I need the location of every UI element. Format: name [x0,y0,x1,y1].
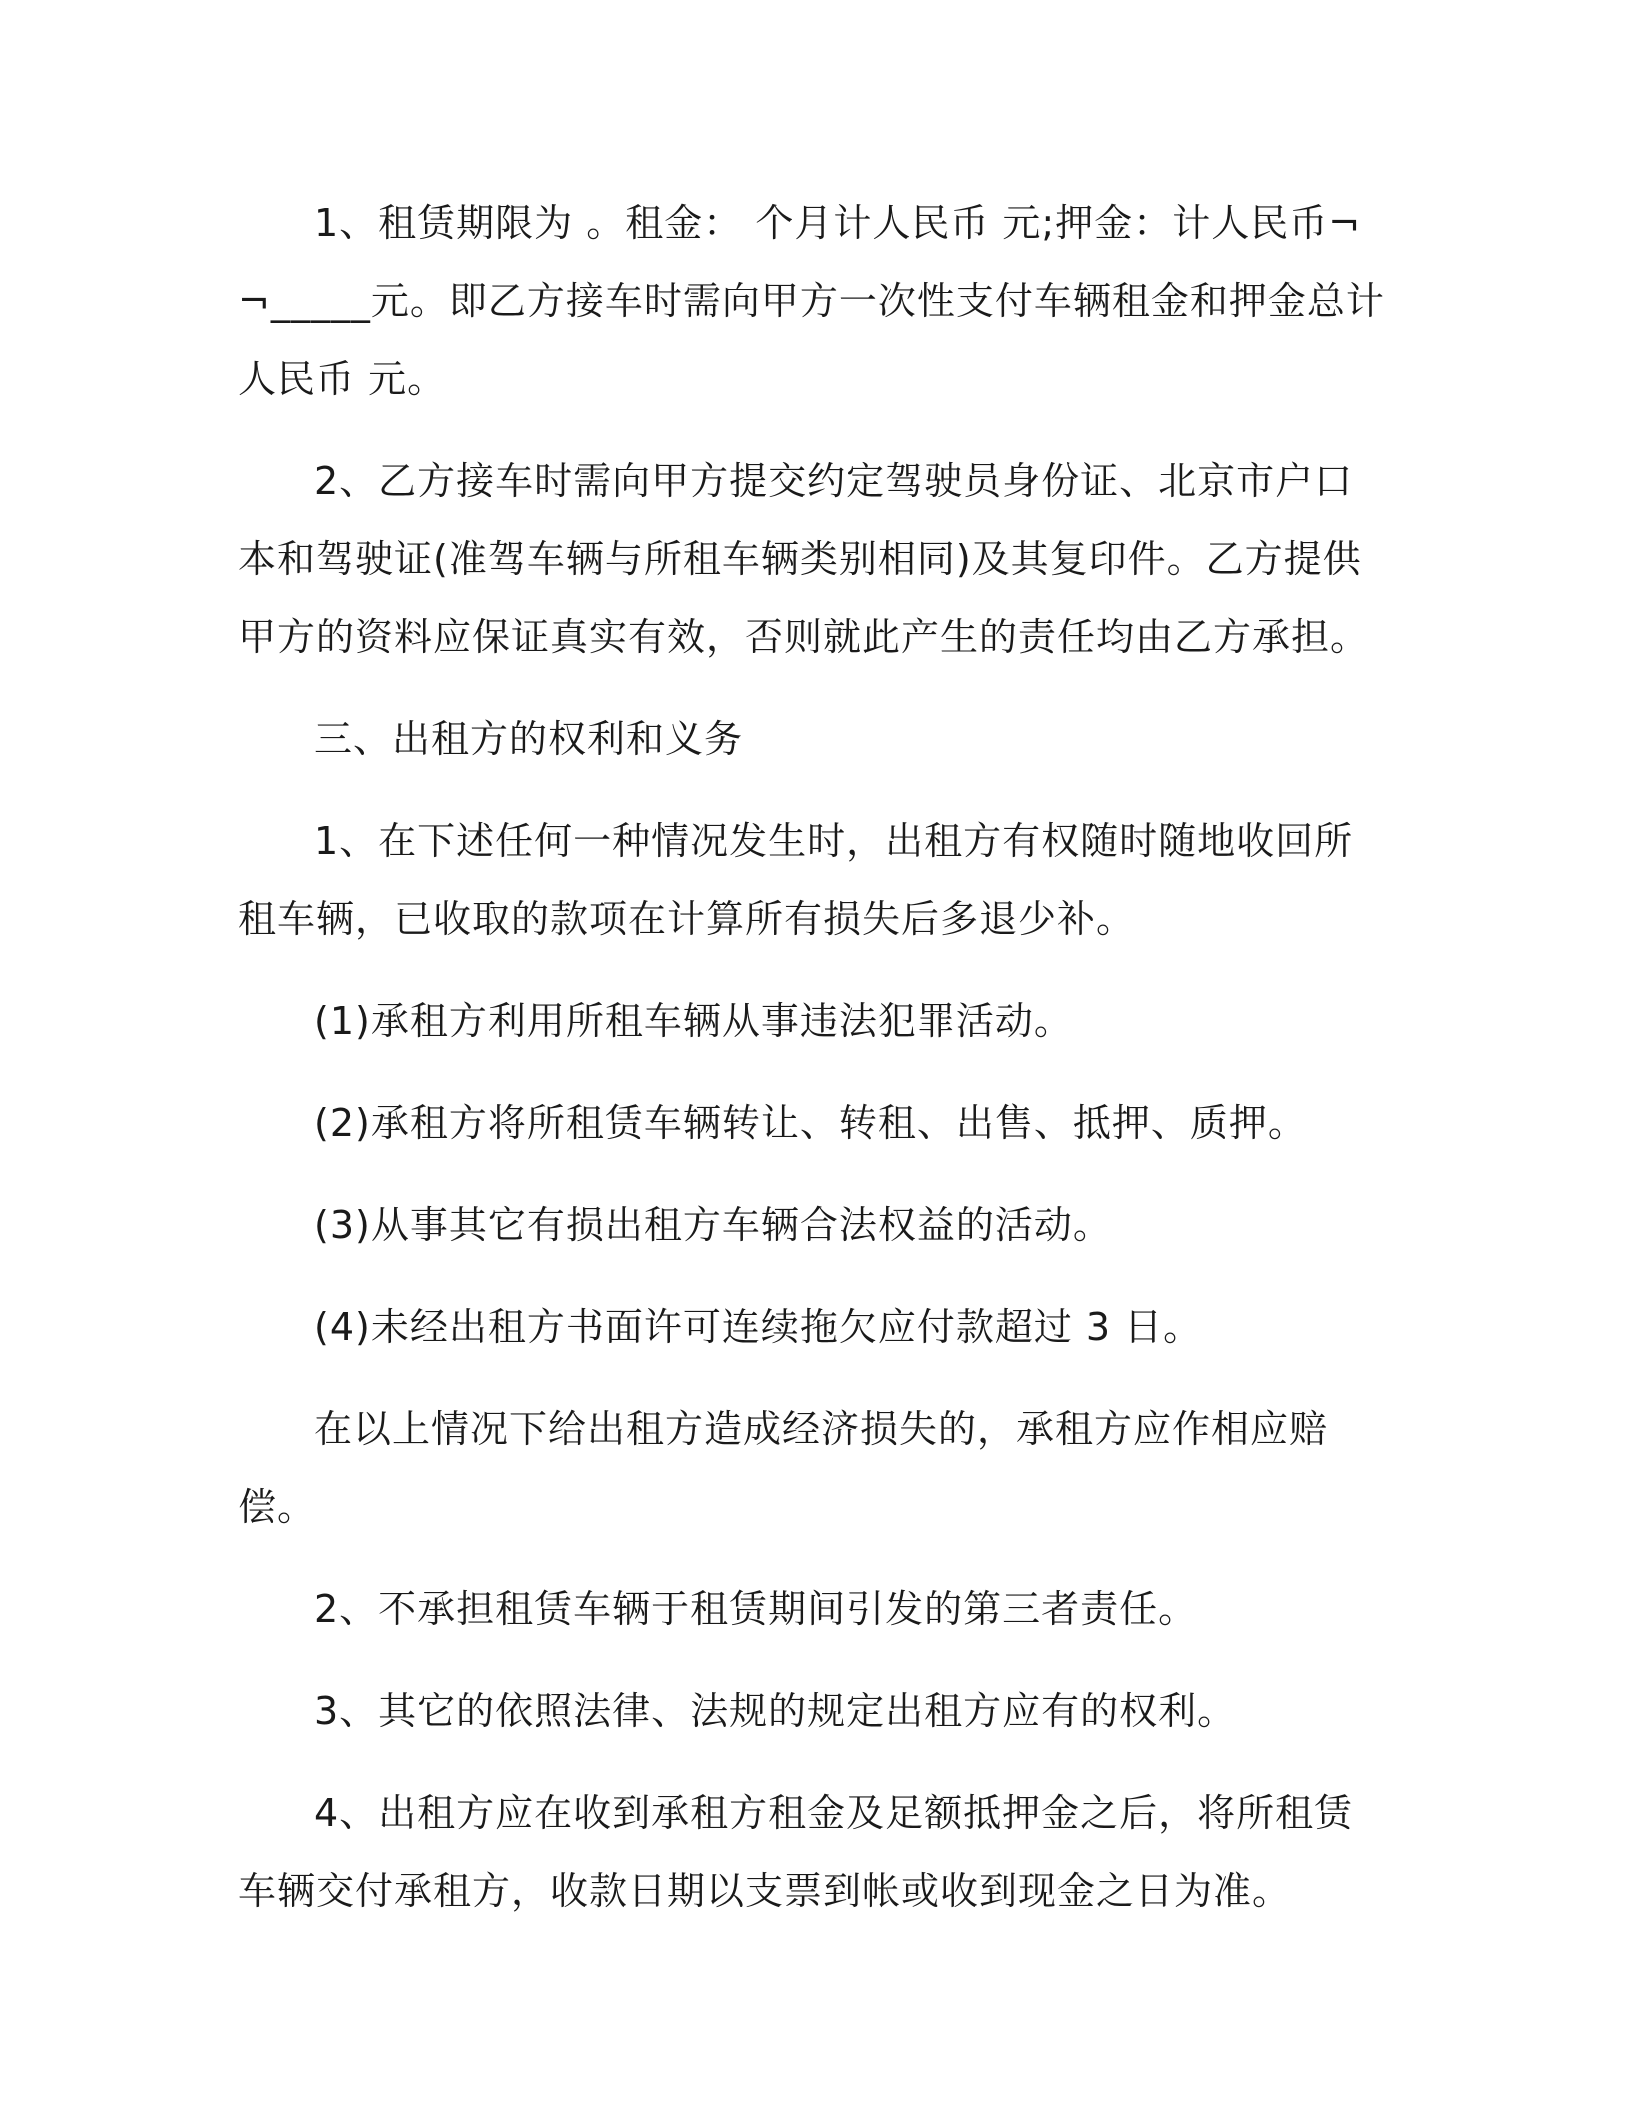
clause-required-documents: 2、乙方接车时需向甲方提交约定驾驶员身份证、北京市户口本和驾驶证(准驾车辆与所租车辆类别相同)及其复印件。乙方提供甲方的资料应保证真实有效，否则就此产生的责任均由乙方承担。 [238,459,1370,659]
condition-item-2: (2)承租方将所租赁车辆转让、转租、出售、抵押、质押。 [314,1101,1307,1145]
clause-vehicle-delivery: 4、出租方应在收到承租方租金及足额抵押金之后，将所租赁车辆交付承租方，收款日期以支票到帐或收到现金之日为准。 [238,1791,1354,1913]
condition-item-1: (1)承租方利用所租车辆从事违法犯罪活动。 [314,999,1073,1043]
condition-item-3: (3)从事其它有损出租方车辆合法权益的活动。 [314,1203,1112,1247]
condition-item-4: (4)未经出租方书面许可连续拖欠应付款超过 3 日。 [314,1305,1203,1349]
compensation-note: 在以上情况下给出租方造成经济损失的，承租方应作相应赔偿。 [238,1407,1329,1529]
clause-third-party-liability: 2、不承担租赁车辆于租赁期间引发的第三者责任。 [314,1587,1198,1631]
document-body [238,184,1388,1954]
clause-vehicle-recovery: 1、在下述任何一种情况发生时，出租方有权随时随地收回所租车辆，已收取的款项在计算所有损失后多退少补。 [238,819,1354,941]
clause-rental-term-and-deposit: 1、租赁期限为 。租金： 个月计人民币 元;押金：计人民币¬¬_____元。即乙方接车时需向甲方一次性支付车辆租金和押金总计人民币 元。 [238,201,1385,401]
clause-other-rights: 3、其它的依照法律、法规的规定出租方应有的权利。 [314,1689,1237,1733]
section-heading-lessor-rights: 三、出租方的权利和义务 [314,717,744,761]
